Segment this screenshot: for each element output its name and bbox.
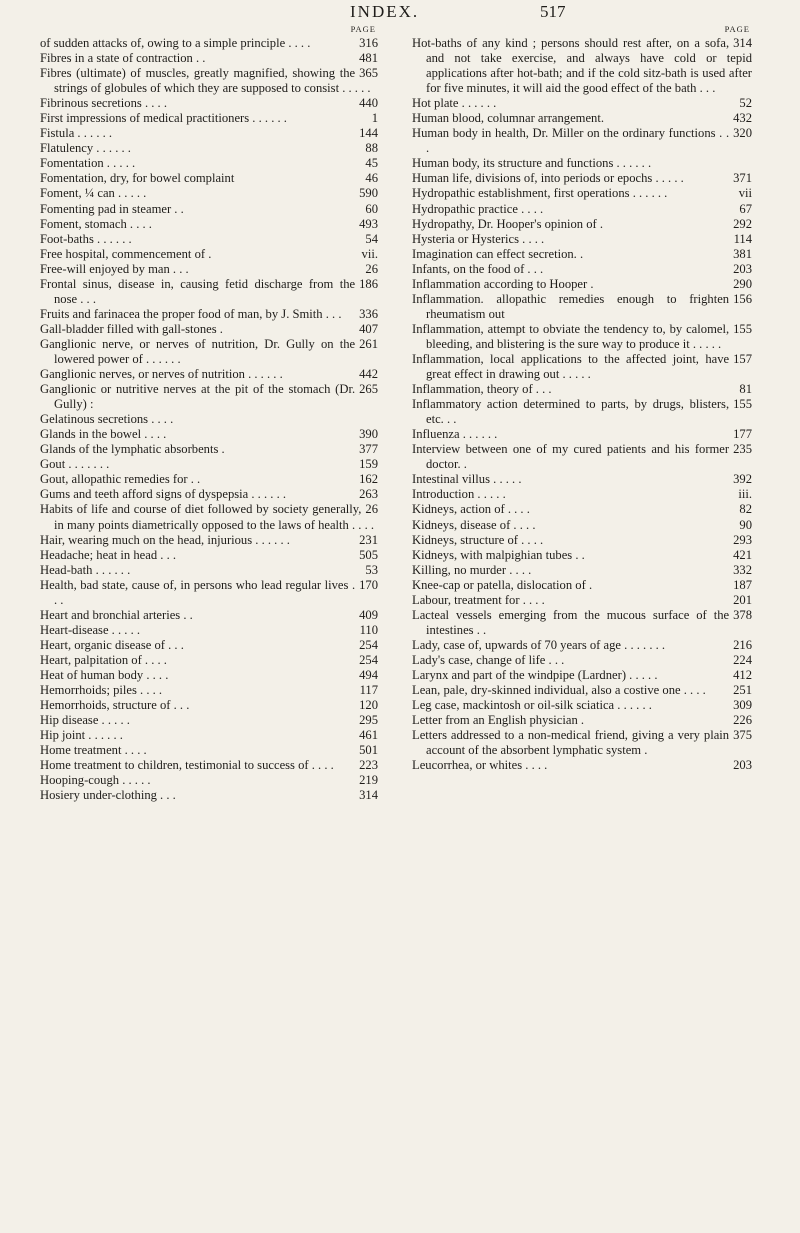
entry-page-ref: 494 — [359, 667, 378, 682]
entry-page-ref: 26 — [365, 502, 378, 517]
entry-text: Ganglionic or nutritive nerves at the pit of the stomach (Dr. Gully) : — [40, 382, 356, 412]
entry-text: Killing, no murder . . . . — [412, 562, 532, 577]
entry-page-ref: 461 — [359, 728, 378, 743]
entry-page-ref: 371 — [733, 171, 752, 186]
entry-page-ref: 235 — [733, 442, 752, 457]
entry-text: Hosiery under-clothing . . . — [40, 788, 176, 803]
entry-text: of sudden attacks of, owing to a simple principle . . . . — [40, 36, 311, 50]
entry-page-ref: 155 — [733, 321, 752, 336]
index-entry — [412, 728, 752, 758]
entry-page-ref: 261 — [359, 336, 378, 351]
entry-page-ref: 590 — [359, 186, 378, 201]
index-entry — [40, 156, 378, 171]
index-entry — [412, 533, 752, 548]
entry-page-ref: 159 — [359, 457, 378, 472]
index-entry — [412, 292, 752, 322]
entry-text: Free-will enjoyed by man . . . — [40, 261, 189, 276]
entry-page-ref: vii — [738, 186, 752, 201]
index-entry — [412, 668, 752, 683]
index-entry — [40, 442, 378, 457]
index-entry — [40, 111, 378, 126]
entry-page-ref: 481 — [359, 51, 378, 66]
index-entry — [412, 217, 752, 232]
entry-page-ref: 365 — [359, 66, 378, 81]
entry-page-ref: 336 — [359, 306, 378, 321]
entry-text: Kidneys, action of . . . . — [412, 502, 530, 517]
entry-page-ref: 156 — [733, 291, 752, 306]
index-entry — [40, 232, 378, 247]
entry-page-ref: 320 — [733, 126, 752, 141]
entry-text: Glands in the bowel . . . . — [40, 427, 167, 442]
index-entry — [40, 472, 378, 487]
index-entry — [412, 96, 752, 111]
index-entry — [40, 262, 378, 277]
entry-text: Heart-disease . . . . . — [40, 622, 141, 637]
entry-text: Health, bad state, cause of, in persons who lead regular lives . . . — [40, 577, 356, 607]
entry-page-ref: 162 — [359, 472, 378, 487]
entry-page-ref: 60 — [365, 201, 378, 216]
index-entry — [412, 247, 752, 262]
entry-page-ref: 81 — [739, 382, 752, 397]
left-page-label: PAGE — [350, 24, 376, 34]
index-entry — [412, 563, 752, 578]
entry-text: Heart and bronchial arteries . . — [40, 607, 193, 622]
entry-page-ref: 265 — [359, 382, 378, 397]
index-entry — [40, 728, 378, 743]
entry-text: Heat of human body . . . . — [40, 667, 169, 682]
index-entry — [40, 307, 378, 322]
entry-text: Letters addressed to a non-medical friend, giving a very plain account of the absorbent lymphatic system . — [412, 728, 730, 758]
entry-page-ref: 392 — [733, 472, 752, 487]
entry-text: Lady's case, change of life . . . — [412, 652, 565, 667]
index-entry — [40, 563, 378, 578]
entry-text: Frontal sinus, disease in, causing fetid discharge from the nose . . . — [40, 276, 356, 306]
entry-page-ref: 251 — [733, 683, 752, 698]
entry-page-ref: 1 — [371, 111, 378, 126]
index-entry — [40, 96, 378, 111]
entry-text: Hip joint . . . . . . — [40, 728, 123, 743]
index-entry — [412, 352, 752, 382]
entry-text: Fomentation . . . . . — [40, 156, 136, 171]
entry-text: Heart, palpitation of . . . . — [40, 652, 167, 667]
entry-text: Lady, case of, upwards of 70 years of age . . . . . . . — [412, 637, 666, 652]
entry-page-ref: 203 — [733, 261, 752, 276]
entry-page-ref: 88 — [365, 141, 378, 156]
entry-page-ref: 216 — [733, 637, 752, 652]
entry-page-ref: 432 — [733, 111, 752, 126]
index-entry — [40, 698, 378, 713]
running-title: INDEX. — [350, 2, 420, 21]
entry-page-ref: 290 — [733, 276, 752, 291]
left-index-column — [40, 22, 378, 803]
entry-text: Flatulency . . . . . . — [40, 141, 131, 156]
index-entry — [412, 202, 752, 217]
entry-text: Home treatment . . . . — [40, 743, 147, 758]
entry-text: Hydropathic practice . . . . — [412, 201, 544, 216]
entry-text: Human body, its structure and functions . . . . . . — [412, 156, 652, 171]
index-entry — [40, 533, 378, 548]
index-entry — [40, 367, 378, 382]
entry-page-ref: 114 — [733, 231, 752, 246]
entry-page-ref: 314 — [359, 788, 378, 803]
entry-page-ref: 186 — [359, 276, 378, 291]
entry-page-ref: 378 — [733, 607, 752, 622]
entry-page-ref: 295 — [359, 713, 378, 728]
index-entry — [40, 743, 378, 758]
entry-text: Fibrinous secretions . . . . — [40, 96, 167, 111]
entry-text: Inflammation according to Hooper . — [412, 276, 594, 291]
entry-page-ref: 377 — [359, 442, 378, 457]
entry-text: Lean, pale, dry-skinned individual, also a costive one . . . . — [412, 683, 706, 698]
index-entry — [412, 683, 752, 698]
entry-text: Home treatment to children, testimonial to success of . . . . — [40, 758, 334, 773]
entry-text: Human blood, columnar arrangement. — [412, 111, 604, 126]
entry-page-ref: 263 — [359, 487, 378, 502]
entry-page-ref: 82 — [739, 502, 752, 517]
index-entry — [40, 171, 378, 186]
entry-text: Letter from an English physician . — [412, 713, 585, 728]
index-entry — [412, 126, 752, 156]
entry-page-ref: 26 — [365, 261, 378, 276]
entry-text: Hot plate . . . . . . — [412, 96, 497, 111]
entry-text: Head-bath . . . . . . — [40, 562, 131, 577]
entry-page-ref: 157 — [733, 351, 752, 366]
index-entry — [40, 337, 378, 367]
entry-text: Hot-baths of any kind ; persons should rest after, on a sofa, and not take exercise, and always have cold or tepid applications after hot-bath; and if the cold sitz-bath is used after for five minutes, it will aid the good effect of the bath . . . — [412, 36, 752, 96]
entry-page-ref: 314 — [733, 36, 752, 50]
right-page-label: PAGE — [724, 24, 750, 34]
index-entry — [412, 322, 752, 352]
index-entry — [40, 412, 378, 427]
entry-text: Free hospital, commencement of . — [40, 246, 212, 261]
entry-page-ref: 407 — [359, 321, 378, 336]
entry-page-ref: 316 — [359, 36, 378, 50]
index-entry — [40, 141, 378, 156]
index-entry — [40, 36, 378, 51]
entry-page-ref: 219 — [359, 773, 378, 788]
entry-page-ref: 120 — [359, 698, 378, 713]
index-entry — [40, 51, 378, 66]
index-entry — [40, 608, 378, 623]
index-entry — [412, 608, 752, 638]
entry-page-ref: 493 — [359, 216, 378, 231]
index-entry — [412, 111, 752, 126]
index-entry — [40, 382, 378, 412]
page-number: 517 — [540, 2, 566, 21]
entry-text: Kidneys, with malpighian tubes . . — [412, 547, 585, 562]
entry-page-ref: 440 — [359, 96, 378, 111]
entry-page-ref: 117 — [359, 683, 378, 698]
entry-page-ref: 170 — [359, 577, 378, 592]
index-entry — [40, 578, 378, 608]
entry-page-ref: 409 — [359, 607, 378, 622]
entry-page-ref: 201 — [733, 592, 752, 607]
entry-text: Inflammation, theory of . . . — [412, 382, 552, 397]
entry-page-ref: 224 — [733, 652, 752, 667]
index-entry — [40, 773, 378, 788]
index-entry — [412, 653, 752, 668]
index-entry — [412, 262, 752, 277]
entry-text: Infants, on the food of . . . — [412, 261, 544, 276]
entry-text: Fibres (ultimate) of muscles, greatly magnified, showing the strings of globules of which they are supposed to consist . . . . . — [40, 66, 371, 96]
entry-text: Interview between one of my cured patients and his former doctor. . — [412, 442, 730, 472]
entry-page-ref: 390 — [359, 427, 378, 442]
entry-page-ref: 254 — [359, 637, 378, 652]
entry-text: Fistula . . . . . . — [40, 126, 113, 141]
index-entry — [412, 758, 752, 773]
index-entry — [412, 427, 752, 442]
index-entry — [40, 66, 378, 96]
index-entry — [412, 382, 752, 397]
index-entry — [40, 202, 378, 217]
index-entry — [412, 277, 752, 292]
entry-text: Foment, ¼ can . . . . . — [40, 186, 147, 201]
index-entry — [40, 653, 378, 668]
entry-text: Ganglionic nerves, or nerves of nutrition . . . . . . — [40, 367, 283, 382]
index-entry — [40, 668, 378, 683]
entry-page-ref: 231 — [359, 532, 378, 547]
entry-text: Inflammation, local applications to the affected joint, have great effect in drawing out . . . . . — [412, 351, 730, 382]
running-head — [0, 2, 800, 22]
entry-text: Hemorrhoids, structure of . . . — [40, 698, 190, 713]
index-entry — [40, 548, 378, 563]
index-entry — [412, 487, 752, 502]
entry-page-ref: 501 — [359, 743, 378, 758]
index-entry — [40, 427, 378, 442]
index-entry — [40, 457, 378, 472]
entry-text: Habits of life and course of diet followed by society generally, in many points diametrically opposed to the laws of health . . . . — [40, 502, 375, 532]
entry-page-ref: 53 — [365, 562, 378, 577]
index-entry — [40, 487, 378, 502]
entry-text: Gelatinous secretions . . . . — [40, 412, 174, 427]
entry-page-ref: 177 — [733, 427, 752, 442]
index-entry — [40, 638, 378, 653]
entry-page-ref: 46 — [365, 171, 378, 186]
entry-text: Fomenting pad in steamer . . — [40, 201, 184, 216]
entry-text: Hip disease . . . . . — [40, 713, 130, 728]
index-entry — [40, 788, 378, 803]
index-entry — [40, 758, 378, 773]
entry-page-ref: 381 — [733, 246, 752, 261]
entry-page-ref: 144 — [359, 126, 378, 141]
entry-page-ref: 442 — [359, 367, 378, 382]
index-entry — [412, 518, 752, 533]
entry-text: Hydropathic establishment, first operations . . . . . . — [412, 186, 668, 201]
right-index-column — [412, 22, 752, 773]
entry-text: Leg case, mackintosh or oil-silk sciatica . . . . . . — [412, 698, 652, 713]
entry-text: Ganglionic nerve, or nerves of nutrition, Dr. Gully on the lowered power of . . . . . . — [40, 336, 356, 366]
entry-text: Human life, divisions of, into periods or epochs . . . . . — [412, 171, 684, 186]
index-entry — [40, 713, 378, 728]
entry-page-ref: 155 — [733, 397, 752, 412]
index-entry — [412, 171, 752, 186]
entry-page-ref: 421 — [733, 547, 752, 562]
entry-page-ref: 67 — [739, 201, 752, 216]
index-entry — [40, 126, 378, 141]
index-entry — [412, 698, 752, 713]
entry-text: Inflammation, attempt to obviate the tendency to, by calomel, bleeding, and blistering is the sure way to produce it . . . . . — [412, 321, 730, 351]
entry-text: Influenza . . . . . . — [412, 427, 498, 442]
entry-page-ref: 254 — [359, 652, 378, 667]
index-entry — [40, 502, 378, 532]
entry-page-ref: 54 — [365, 231, 378, 246]
index-entry — [412, 638, 752, 653]
entry-text: Gout . . . . . . . — [40, 457, 110, 472]
index-entry — [40, 217, 378, 232]
entry-text: Gums and teeth afford signs of dyspepsia . . . . . . — [40, 487, 287, 502]
index-entry — [412, 232, 752, 247]
entry-page-ref: 187 — [733, 577, 752, 592]
entry-page-ref: 309 — [733, 698, 752, 713]
entry-page-ref: iii. — [738, 487, 752, 502]
index-entry — [412, 36, 752, 96]
index-entry — [40, 623, 378, 638]
entry-text: Lacteal vessels emerging from the mucous surface of the intestines . . — [412, 607, 730, 637]
index-entry — [412, 156, 752, 171]
index-entry — [412, 502, 752, 517]
entry-page-ref: 226 — [733, 713, 752, 728]
entry-text: Kidneys, disease of . . . . — [412, 517, 536, 532]
entry-text: Hysteria or Hysterics . . . . — [412, 231, 545, 246]
entry-text: Foot-baths . . . . . . — [40, 231, 132, 246]
entry-text: Fruits and farinacea the proper food of man, by J. Smith . . . — [40, 306, 342, 321]
index-entry — [412, 713, 752, 728]
entry-text: Fomentation, dry, for bowel complaint — [40, 171, 235, 186]
index-entry — [412, 548, 752, 563]
index-entry — [412, 186, 752, 201]
entry-text: Hooping-cough . . . . . — [40, 773, 151, 788]
entry-text: Larynx and part of the windpipe (Lardner) . . . . . — [412, 667, 658, 682]
entry-text: First impressions of medical practitioners . . . . . . — [40, 111, 287, 126]
entry-text: Imagination can effect secretion. . — [412, 246, 584, 261]
entry-text: Gout, allopathic remedies for . . — [40, 472, 201, 487]
entry-page-ref: 223 — [359, 758, 378, 773]
entry-text: Fibres in a state of contraction . . — [40, 51, 206, 66]
entry-text: Leucorrhea, or whites . . . . — [412, 758, 548, 773]
index-entry — [40, 247, 378, 262]
entry-page-ref: 203 — [733, 758, 752, 773]
entry-text: Hemorrhoids; piles . . . . — [40, 683, 163, 698]
entry-text: Headache; heat in head . . . — [40, 547, 177, 562]
entry-text: Glands of the lymphatic absorbents . — [40, 442, 225, 457]
entry-text: Intestinal villus . . . . . — [412, 472, 522, 487]
entry-text: Gall-bladder filled with gall-stones . — [40, 321, 223, 336]
entry-text: Heart, organic disease of . . . — [40, 637, 184, 652]
index-entry — [412, 397, 752, 427]
index-entry — [412, 578, 752, 593]
entry-page-ref: 52 — [739, 96, 752, 111]
entry-text: Inflammatory action determined to parts, by drugs, blisters, etc. . . — [412, 397, 730, 427]
entry-page-ref: 110 — [359, 622, 378, 637]
index-entry — [40, 683, 378, 698]
entry-page-ref: 332 — [733, 562, 752, 577]
entry-page-ref: 505 — [359, 547, 378, 562]
entry-page-ref: 412 — [733, 667, 752, 682]
entry-text: Hydropathy, Dr. Hooper's opinion of . — [412, 216, 604, 231]
entry-text: Foment, stomach . . . . — [40, 216, 152, 231]
entry-text: Introduction . . . . . — [412, 487, 506, 502]
entry-text: Human body in health, Dr. Miller on the ordinary functions . . . — [412, 126, 730, 156]
entry-text: Knee-cap or patella, dislocation of . — [412, 577, 593, 592]
entry-text: Labour, treatment for . . . . — [412, 592, 545, 607]
entry-page-ref: 45 — [365, 156, 378, 171]
entry-page-ref: vii. — [361, 246, 378, 261]
index-entry — [40, 186, 378, 201]
index-entry — [412, 442, 752, 472]
entry-page-ref: 90 — [739, 517, 752, 532]
index-entry — [412, 472, 752, 487]
index-entry — [40, 277, 378, 307]
entry-text: Inflammation. allopathic remedies enough to frighten rheumatism out — [412, 291, 730, 321]
entry-page-ref: 293 — [733, 532, 752, 547]
entry-page-ref: 375 — [733, 728, 752, 743]
entry-text: Kidneys, structure of . . . . — [412, 532, 544, 547]
index-entry — [412, 593, 752, 608]
entry-page-ref: 292 — [733, 216, 752, 231]
index-entry — [40, 322, 378, 337]
entry-text: Hair, wearing much on the head, injurious . . . . . . — [40, 532, 290, 547]
